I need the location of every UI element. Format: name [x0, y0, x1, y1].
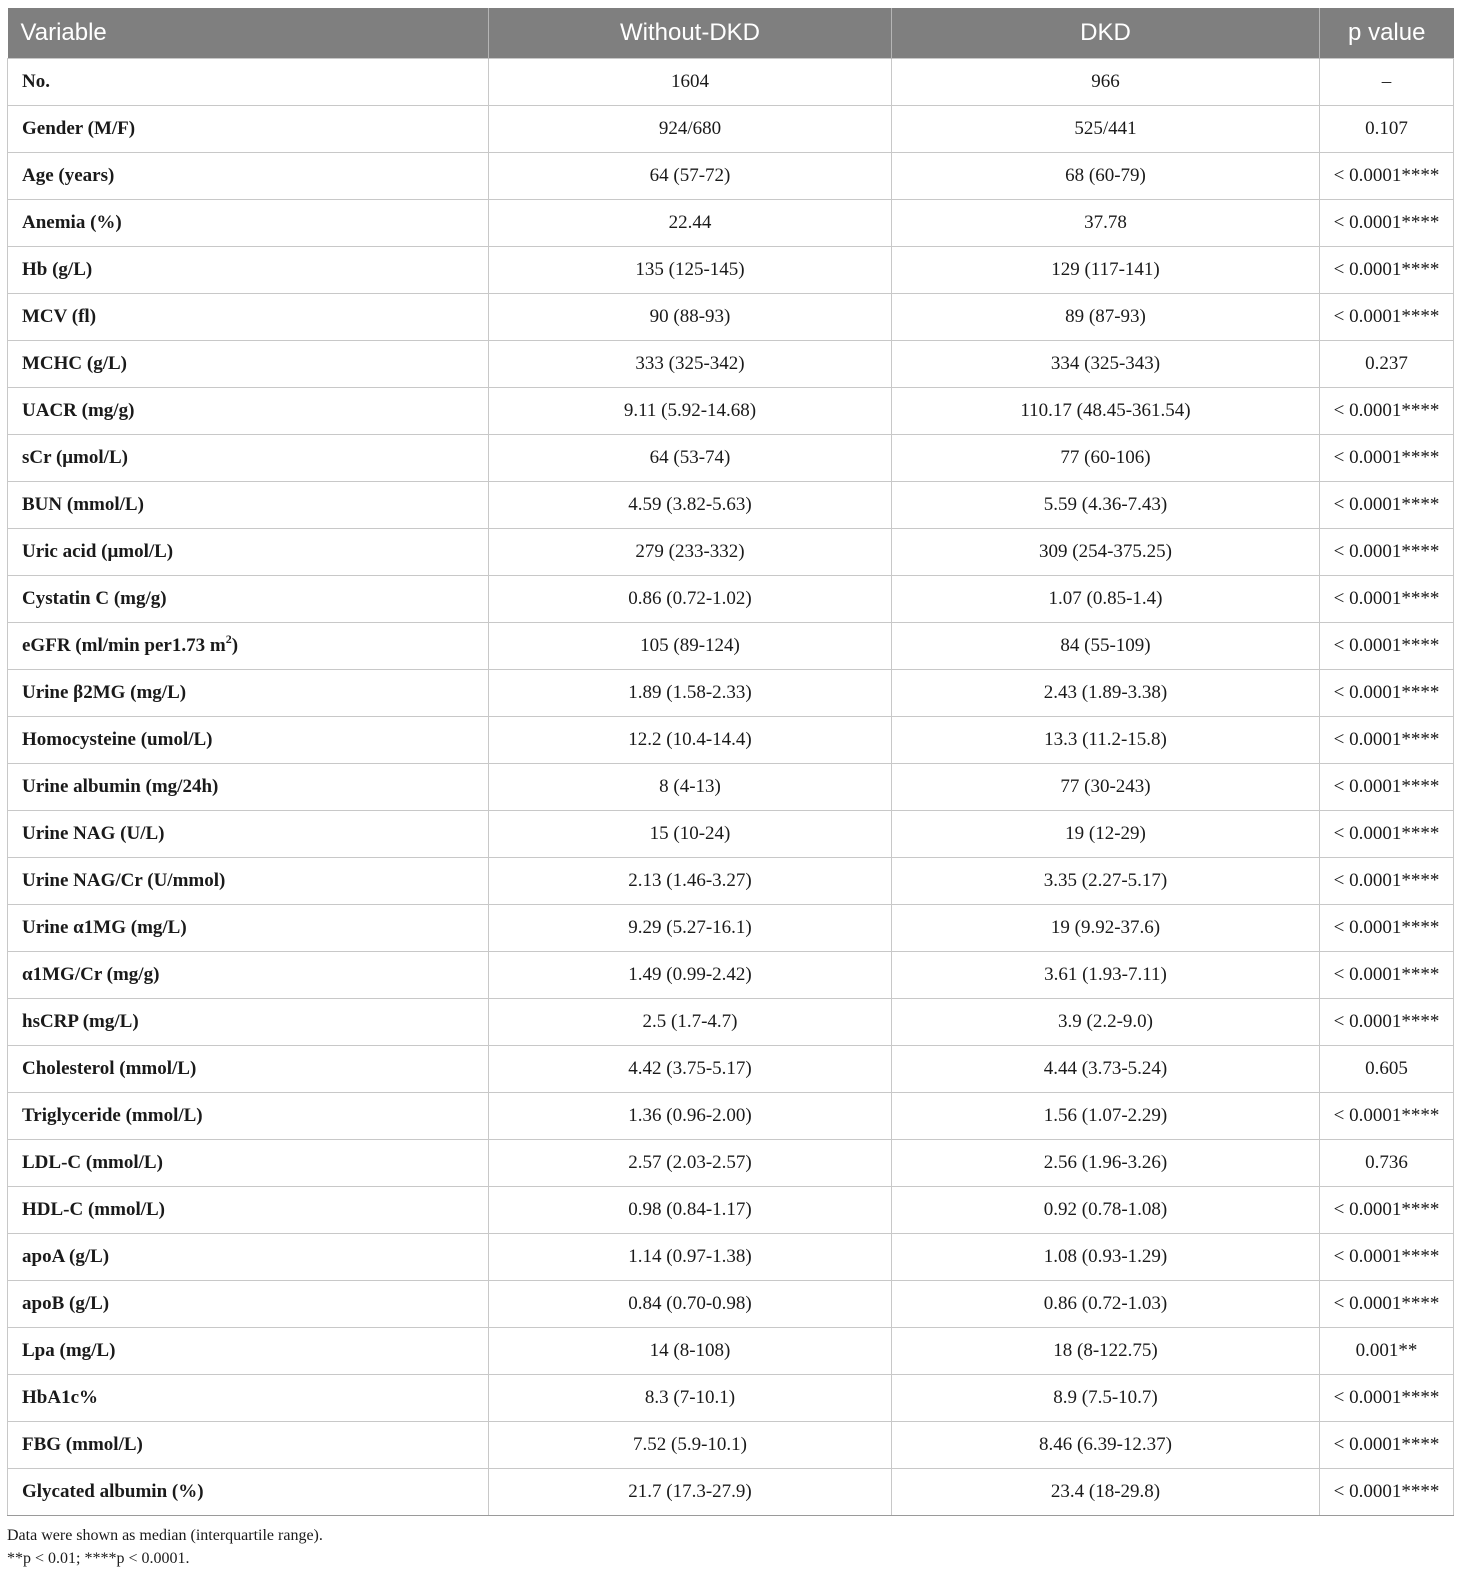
variable-label: eGFR (ml/min per1.73 m	[22, 635, 226, 656]
cell-p-value: < 0.0001****	[1320, 1422, 1454, 1469]
header-without-dkd: Without-DKD	[489, 8, 892, 59]
cell-p-value: 0.237	[1320, 341, 1454, 388]
cell-without-dkd: 279 (233-332)	[489, 529, 892, 576]
cell-dkd: 1.07 (0.85-1.4)	[892, 576, 1320, 623]
cell-p-value: < 0.0001****	[1320, 670, 1454, 717]
cell-without-dkd: 22.44	[489, 200, 892, 247]
table-row	[8, 106, 1454, 153]
cell-dkd: 18 (8-122.75)	[892, 1328, 1320, 1375]
table-row	[8, 811, 1454, 858]
cell-without-dkd: 8 (4-13)	[489, 764, 892, 811]
cell-without-dkd: 1604	[489, 59, 892, 106]
table-row	[8, 529, 1454, 576]
cell-without-dkd: 1.36 (0.96-2.00)	[489, 1093, 892, 1140]
table-body	[8, 59, 1454, 1516]
cell-dkd: 1.08 (0.93-1.29)	[892, 1234, 1320, 1281]
variable-label: Cystatin C (mg/g)	[22, 588, 167, 609]
cell-variable	[8, 999, 489, 1046]
table-row	[8, 294, 1454, 341]
cell-p-value: < 0.0001****	[1320, 811, 1454, 858]
cell-p-value: < 0.0001****	[1320, 1187, 1454, 1234]
variable-label: Urine albumin (mg/24h)	[22, 776, 219, 797]
cell-variable	[8, 952, 489, 999]
table-row	[8, 247, 1454, 294]
cell-dkd: 89 (87-93)	[892, 294, 1320, 341]
cell-dkd: 19 (12-29)	[892, 811, 1320, 858]
variable-label: Urine NAG/Cr (U/mmol)	[22, 870, 226, 891]
cell-dkd: 23.4 (18-29.8)	[892, 1469, 1320, 1516]
cell-p-value: < 0.0001****	[1320, 1234, 1454, 1281]
cell-dkd: 8.46 (6.39-12.37)	[892, 1422, 1320, 1469]
variable-label: UACR (mg/g)	[22, 400, 135, 421]
cell-p-value: 0.001**	[1320, 1328, 1454, 1375]
variable-superscript: 2	[225, 631, 232, 646]
table-container	[7, 8, 1453, 1570]
cell-variable	[8, 1469, 489, 1516]
cell-variable	[8, 1375, 489, 1422]
cell-variable	[8, 247, 489, 294]
variable-label: Homocysteine (umol/L)	[22, 729, 213, 750]
cell-variable	[8, 294, 489, 341]
cell-without-dkd: 0.84 (0.70-0.98)	[489, 1281, 892, 1328]
table-row	[8, 1046, 1454, 1093]
table-row	[8, 858, 1454, 905]
cell-dkd: 19 (9.92-37.6)	[892, 905, 1320, 952]
cell-p-value: < 0.0001****	[1320, 1375, 1454, 1422]
table-row	[8, 576, 1454, 623]
table-row	[8, 59, 1454, 106]
cell-variable	[8, 1234, 489, 1281]
table-row	[8, 999, 1454, 1046]
cell-variable	[8, 59, 489, 106]
cell-variable	[8, 153, 489, 200]
table-row	[8, 1187, 1454, 1234]
cell-p-value: < 0.0001****	[1320, 952, 1454, 999]
cell-variable	[8, 106, 489, 153]
cell-dkd: 4.44 (3.73-5.24)	[892, 1046, 1320, 1093]
variable-label: HbA1c%	[22, 1387, 98, 1408]
cell-dkd: 84 (55-109)	[892, 623, 1320, 670]
table-row	[8, 1093, 1454, 1140]
cell-dkd: 129 (117-141)	[892, 247, 1320, 294]
cell-dkd: 966	[892, 59, 1320, 106]
table-row	[8, 1469, 1454, 1516]
variable-label: MCV (fl)	[22, 306, 97, 327]
cell-variable	[8, 764, 489, 811]
cell-dkd: 110.17 (48.45-361.54)	[892, 388, 1320, 435]
cell-variable	[8, 670, 489, 717]
cell-variable	[8, 435, 489, 482]
cell-without-dkd: 15 (10-24)	[489, 811, 892, 858]
cell-p-value: < 0.0001****	[1320, 388, 1454, 435]
variable-label: Uric acid (μmol/L)	[22, 541, 174, 562]
table-row	[8, 200, 1454, 247]
cell-dkd: 525/441	[892, 106, 1320, 153]
cell-variable	[8, 341, 489, 388]
cell-p-value: < 0.0001****	[1320, 717, 1454, 764]
cell-p-value: < 0.0001****	[1320, 1093, 1454, 1140]
table-row	[8, 764, 1454, 811]
variable-label: LDL-C (mmol/L)	[22, 1152, 163, 1173]
footnote-line-2: **p < 0.01; ****p < 0.0001.	[7, 1550, 190, 1567]
cell-without-dkd: 9.11 (5.92-14.68)	[489, 388, 892, 435]
cell-dkd: 3.35 (2.27-5.17)	[892, 858, 1320, 905]
header-row	[8, 8, 1454, 59]
cell-p-value: < 0.0001****	[1320, 764, 1454, 811]
cell-dkd: 334 (325-343)	[892, 341, 1320, 388]
variable-label: sCr (μmol/L)	[22, 447, 128, 468]
cell-dkd: 1.56 (1.07-2.29)	[892, 1093, 1320, 1140]
cell-without-dkd: 1.89 (1.58-2.33)	[489, 670, 892, 717]
cell-p-value: < 0.0001****	[1320, 905, 1454, 952]
cell-dkd: 309 (254-375.25)	[892, 529, 1320, 576]
cell-without-dkd: 4.59 (3.82-5.63)	[489, 482, 892, 529]
variable-label: hsCRP (mg/L)	[22, 1011, 139, 1032]
cell-without-dkd: 64 (57-72)	[489, 153, 892, 200]
variable-label: Glycated albumin (%)	[22, 1481, 204, 1502]
cell-without-dkd: 2.13 (1.46-3.27)	[489, 858, 892, 905]
variable-label: Urine β2MG (mg/L)	[22, 682, 187, 703]
cell-p-value: < 0.0001****	[1320, 294, 1454, 341]
header-p-value: p value	[1320, 8, 1454, 59]
cell-variable	[8, 388, 489, 435]
cell-without-dkd: 90 (88-93)	[489, 294, 892, 341]
cell-p-value: < 0.0001****	[1320, 576, 1454, 623]
variable-label-suffix: )	[231, 635, 239, 656]
cell-p-value: < 0.0001****	[1320, 529, 1454, 576]
cell-p-value: 0.605	[1320, 1046, 1454, 1093]
cell-dkd: 0.86 (0.72-1.03)	[892, 1281, 1320, 1328]
cell-dkd: 37.78	[892, 200, 1320, 247]
cell-dkd: 5.59 (4.36-7.43)	[892, 482, 1320, 529]
table-row	[8, 1375, 1454, 1422]
variable-label: Gender (M/F)	[22, 118, 136, 139]
table-footnotes	[7, 1524, 1453, 1570]
variable-label: Urine α1MG (mg/L)	[22, 917, 187, 938]
variable-label: apoA (g/L)	[22, 1246, 110, 1267]
footnote-line-1: Data were shown as median (interquartile range).	[7, 1527, 323, 1544]
table-row	[8, 905, 1454, 952]
header-variable: Variable	[8, 8, 489, 59]
cell-p-value: < 0.0001****	[1320, 623, 1454, 670]
cell-p-value: < 0.0001****	[1320, 482, 1454, 529]
cell-variable	[8, 905, 489, 952]
cell-p-value: < 0.0001****	[1320, 1469, 1454, 1516]
table-row	[8, 1328, 1454, 1375]
cell-variable	[8, 623, 489, 670]
cell-without-dkd: 9.29 (5.27-16.1)	[489, 905, 892, 952]
cell-p-value: < 0.0001****	[1320, 999, 1454, 1046]
cell-variable	[8, 1140, 489, 1187]
cell-without-dkd: 105 (89-124)	[489, 623, 892, 670]
cell-p-value: < 0.0001****	[1320, 200, 1454, 247]
cell-dkd: 2.56 (1.96-3.26)	[892, 1140, 1320, 1187]
cell-dkd: 77 (60-106)	[892, 435, 1320, 482]
cell-variable	[8, 1093, 489, 1140]
data-table	[7, 8, 1454, 1516]
cell-without-dkd: 924/680	[489, 106, 892, 153]
variable-label: BUN (mmol/L)	[22, 494, 144, 515]
variable-label: Cholesterol (mmol/L)	[22, 1058, 197, 1079]
cell-without-dkd: 14 (8-108)	[489, 1328, 892, 1375]
table-row	[8, 670, 1454, 717]
cell-without-dkd: 135 (125-145)	[489, 247, 892, 294]
cell-without-dkd: 12.2 (10.4-14.4)	[489, 717, 892, 764]
table-row	[8, 1422, 1454, 1469]
cell-variable	[8, 482, 489, 529]
cell-dkd: 0.92 (0.78-1.08)	[892, 1187, 1320, 1234]
cell-p-value: –	[1320, 59, 1454, 106]
table-row	[8, 388, 1454, 435]
cell-dkd: 77 (30-243)	[892, 764, 1320, 811]
variable-label: Urine NAG (U/L)	[22, 823, 165, 844]
variable-label: Triglyceride (mmol/L)	[22, 1105, 203, 1126]
cell-p-value: 0.736	[1320, 1140, 1454, 1187]
cell-variable	[8, 200, 489, 247]
cell-without-dkd: 0.86 (0.72-1.02)	[489, 576, 892, 623]
table-row	[8, 482, 1454, 529]
variable-label: HDL-C (mmol/L)	[22, 1199, 166, 1220]
cell-without-dkd: 0.98 (0.84-1.17)	[489, 1187, 892, 1234]
cell-p-value: < 0.0001****	[1320, 1281, 1454, 1328]
table-row	[8, 435, 1454, 482]
cell-p-value: < 0.0001****	[1320, 858, 1454, 905]
table-row	[8, 1281, 1454, 1328]
cell-without-dkd: 1.14 (0.97-1.38)	[489, 1234, 892, 1281]
cell-variable	[8, 1046, 489, 1093]
cell-p-value: < 0.0001****	[1320, 153, 1454, 200]
variable-label: Hb (g/L)	[22, 259, 93, 280]
cell-variable	[8, 1422, 489, 1469]
cell-variable	[8, 1328, 489, 1375]
cell-dkd: 3.9 (2.2-9.0)	[892, 999, 1320, 1046]
cell-variable	[8, 529, 489, 576]
cell-variable	[8, 717, 489, 764]
table-row	[8, 952, 1454, 999]
variable-label: α1MG/Cr (mg/g)	[22, 964, 160, 985]
variable-label: MCHC (g/L)	[22, 353, 128, 374]
cell-without-dkd: 1.49 (0.99-2.42)	[489, 952, 892, 999]
table-row	[8, 623, 1454, 670]
header-dkd: DKD	[892, 8, 1320, 59]
variable-label: apoB (g/L)	[22, 1293, 110, 1314]
cell-without-dkd: 8.3 (7-10.1)	[489, 1375, 892, 1422]
cell-p-value: < 0.0001****	[1320, 247, 1454, 294]
cell-variable	[8, 576, 489, 623]
cell-without-dkd: 2.57 (2.03-2.57)	[489, 1140, 892, 1187]
cell-variable	[8, 811, 489, 858]
cell-p-value: < 0.0001****	[1320, 435, 1454, 482]
cell-variable	[8, 1281, 489, 1328]
cell-dkd: 8.9 (7.5-10.7)	[892, 1375, 1320, 1422]
cell-dkd: 2.43 (1.89-3.38)	[892, 670, 1320, 717]
cell-variable	[8, 858, 489, 905]
cell-without-dkd: 4.42 (3.75-5.17)	[489, 1046, 892, 1093]
cell-without-dkd: 21.7 (17.3-27.9)	[489, 1469, 892, 1516]
cell-dkd: 13.3 (11.2-15.8)	[892, 717, 1320, 764]
variable-label: Lpa (mg/L)	[22, 1340, 116, 1361]
cell-without-dkd: 7.52 (5.9-10.1)	[489, 1422, 892, 1469]
variable-label: Age (years)	[22, 165, 115, 186]
cell-dkd: 3.61 (1.93-7.11)	[892, 952, 1320, 999]
variable-label: Anemia (%)	[22, 212, 122, 233]
table-row	[8, 1234, 1454, 1281]
cell-p-value: 0.107	[1320, 106, 1454, 153]
cell-without-dkd: 2.5 (1.7-4.7)	[489, 999, 892, 1046]
cell-without-dkd: 64 (53-74)	[489, 435, 892, 482]
table-row	[8, 153, 1454, 200]
cell-dkd: 68 (60-79)	[892, 153, 1320, 200]
cell-without-dkd: 333 (325-342)	[489, 341, 892, 388]
variable-label: FBG (mmol/L)	[22, 1434, 143, 1455]
table-row	[8, 341, 1454, 388]
variable-label: No.	[22, 71, 50, 92]
table-row	[8, 1140, 1454, 1187]
table-row	[8, 717, 1454, 764]
cell-variable	[8, 1187, 489, 1234]
